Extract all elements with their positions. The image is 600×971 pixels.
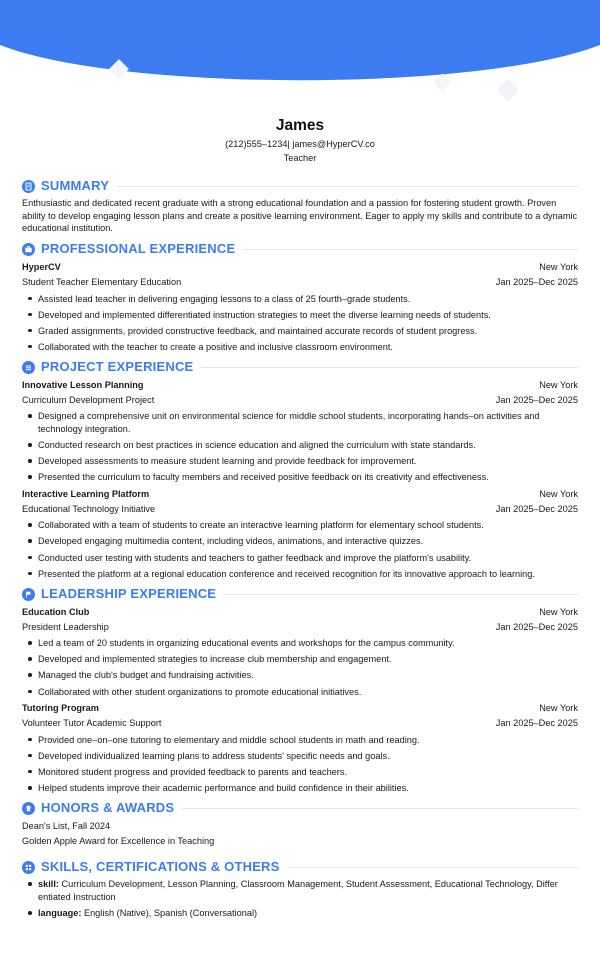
experience-entry — [22, 261, 578, 354]
projects-section — [22, 358, 578, 580]
entry-dates: Jan 2025–Dec 2025 — [495, 718, 578, 729]
bullet-item: Monitored student progress and provided feedback to parents and teachers. — [22, 766, 578, 779]
contact-info: (212)555–1234| james@HyperCV.co — [225, 139, 375, 149]
bullet-item: Collaborated with other student organizations to promote educational initiatives. — [22, 686, 578, 699]
entry-organization: Education Club — [22, 606, 90, 617]
bullet-item: Developed assessments to measure student learning and provide feedback for improvement. — [22, 455, 578, 468]
entry-organization: Tutoring Program — [22, 703, 99, 714]
section-header — [22, 241, 578, 259]
entry-location: New York — [539, 262, 578, 273]
award-icon — [22, 802, 35, 815]
entry-subheader — [22, 502, 578, 517]
section-divider — [224, 594, 578, 595]
entry-organization: HyperCV — [22, 262, 61, 273]
entry-position: Student Teacher Elementary Education — [22, 277, 182, 288]
section-title: HONORS & AWARDS — [41, 800, 175, 816]
entry-subheader — [22, 717, 578, 732]
summary-text: Enthusiastic and dedicated recent graduate with a strong educational foundation and a passion for fostering student growth. Proven ability to develop engaging lesson plans and create a positive learning environment. Eager to apply my skills and contribute to a dynamic educational institution. — [22, 198, 578, 234]
entry-bullets — [22, 519, 578, 580]
document-icon — [22, 180, 35, 193]
skill-item — [22, 878, 578, 903]
bullet-item: Provided one–on–one tutoring to elementary and middle school students in math and reading. — [22, 734, 578, 747]
project-entry — [22, 487, 578, 580]
entry-bullets — [22, 637, 578, 698]
section-header — [22, 358, 578, 376]
leadership-entry — [22, 605, 578, 698]
bullet-item: Conducted user testing with students and teachers to gather feedback and improve the platform's usability. — [22, 552, 578, 565]
briefcase-icon — [22, 243, 35, 256]
header-wave-banner — [0, 0, 600, 110]
entry-dates: Jan 2025–Dec 2025 — [495, 503, 578, 514]
entry-bullets — [22, 293, 578, 354]
leadership-entry — [22, 702, 578, 795]
entry-organization: Innovative Lesson Planning — [22, 379, 144, 390]
bullet-item: Led a team of 20 students in organizing educational events and workshops for the campus community. — [22, 637, 578, 650]
entry-subheader — [22, 276, 578, 291]
summary-section — [22, 177, 578, 235]
section-title: SKILLS, CERTIFICATIONS & OTHERS — [41, 859, 280, 875]
section-divider — [243, 249, 578, 250]
skill-key: skill: — [38, 879, 59, 890]
entry-header — [22, 261, 578, 276]
entry-position: President Leadership — [22, 621, 109, 632]
skills-section — [22, 858, 578, 919]
bullet-item: Conducted research on best practices in science education and aligned the curriculum with state standards. — [22, 439, 578, 452]
entry-bullets — [22, 410, 578, 483]
section-header — [22, 177, 578, 195]
entry-bullets — [22, 734, 578, 795]
section-title: PROFESSIONAL EXPERIENCE — [41, 241, 236, 257]
section-divider — [288, 867, 578, 868]
bullet-item: Presented the curriculum to faculty members and received positive feedback on its creativity and effectiveness. — [22, 471, 578, 484]
skill-item — [22, 907, 578, 920]
entry-location: New York — [539, 488, 578, 499]
section-divider — [117, 186, 578, 187]
candidate-name: James — [275, 117, 325, 134]
leadership-section — [22, 585, 578, 794]
bullet-item: Assisted lead teacher in delivering engaging lessons to a class of 25 fourth–grade students. — [22, 293, 578, 306]
section-title: LEADERSHIP EXPERIENCE — [41, 585, 217, 601]
bullet-item: Helped students improve their academic performance and build confidence in their abilities. — [22, 782, 578, 795]
entry-position: Educational Technology Initiative — [22, 503, 156, 514]
section-title: PROJECT EXPERIENCE — [41, 358, 194, 374]
bullet-item: Designed a comprehensive unit on environmental science for middle school students, incorporating hands–on activities and technology integration. — [22, 410, 578, 435]
resume-content — [22, 177, 578, 925]
entry-dates: Jan 2025–Dec 2025 — [495, 621, 578, 632]
bullet-item: Presented the platform at a regional education conference and received recognition for its innovative approach to learning. — [22, 568, 578, 581]
honor-item: Dean's List, Fall 2024 — [22, 820, 111, 831]
entry-header — [22, 487, 578, 502]
skills-list — [22, 878, 578, 919]
entry-header — [22, 605, 578, 620]
bullet-item: Collaborated with the teacher to create a positive and inclusive classroom environment. — [22, 341, 578, 354]
bullet-item: Developed individualized learning plans to address students' specific needs and goals. — [22, 750, 578, 763]
entry-subheader — [22, 620, 578, 635]
skill-key: language: — [38, 908, 82, 919]
bullet-item: Collaborated with a team of students to create an interactive learning platform for elementary school students. — [22, 519, 578, 532]
bullet-item: Developed engaging multimedia content, including videos, animations, and interactive quizzes. — [22, 535, 578, 548]
bullet-item: Managed the club's budget and fundraising activities. — [22, 669, 578, 682]
entry-subheader — [22, 393, 578, 408]
bullet-item: Graded assignments, provided constructive feedback, and maintained accurate records of student progress. — [22, 325, 578, 338]
candidate-role: Teacher — [283, 153, 317, 163]
section-header — [22, 858, 578, 876]
flag-icon — [22, 588, 35, 601]
entry-position: Curriculum Development Project — [22, 394, 155, 405]
entry-location: New York — [539, 606, 578, 617]
entry-location: New York — [539, 703, 578, 714]
list-icon — [22, 361, 35, 374]
entry-location: New York — [539, 379, 578, 390]
bullet-item: Developed and implemented strategies to increase club membership and engagement. — [22, 653, 578, 666]
experience-section — [22, 241, 578, 354]
skill-value: Curriculum Development, Lesson Planning, Classroom Management, Student Assessment, Educational Technology, Differ entiated Instruction — [38, 879, 558, 902]
section-header — [22, 799, 578, 817]
entry-header — [22, 702, 578, 717]
entry-position: Volunteer Tutor Academic Support — [22, 718, 162, 729]
entry-dates: Jan 2025–Dec 2025 — [495, 277, 578, 288]
section-divider — [182, 808, 578, 809]
project-entry — [22, 378, 578, 483]
entry-header — [22, 378, 578, 393]
section-title: SUMMARY — [41, 177, 110, 193]
honors-section — [22, 799, 578, 849]
bullet-item: Developed and implemented differentiated instruction strategies to meet the diverse learning needs of students. — [22, 309, 578, 322]
section-header — [22, 585, 578, 603]
entry-dates: Jan 2025–Dec 2025 — [495, 394, 578, 405]
skill-value: English (Native), Spanish (Conversational) — [81, 908, 258, 919]
tools-icon — [22, 861, 35, 874]
section-divider — [201, 367, 578, 368]
entry-organization: Interactive Learning Platform — [22, 488, 150, 499]
honor-item: Golden Apple Award for Excellence in Teaching — [22, 835, 215, 846]
